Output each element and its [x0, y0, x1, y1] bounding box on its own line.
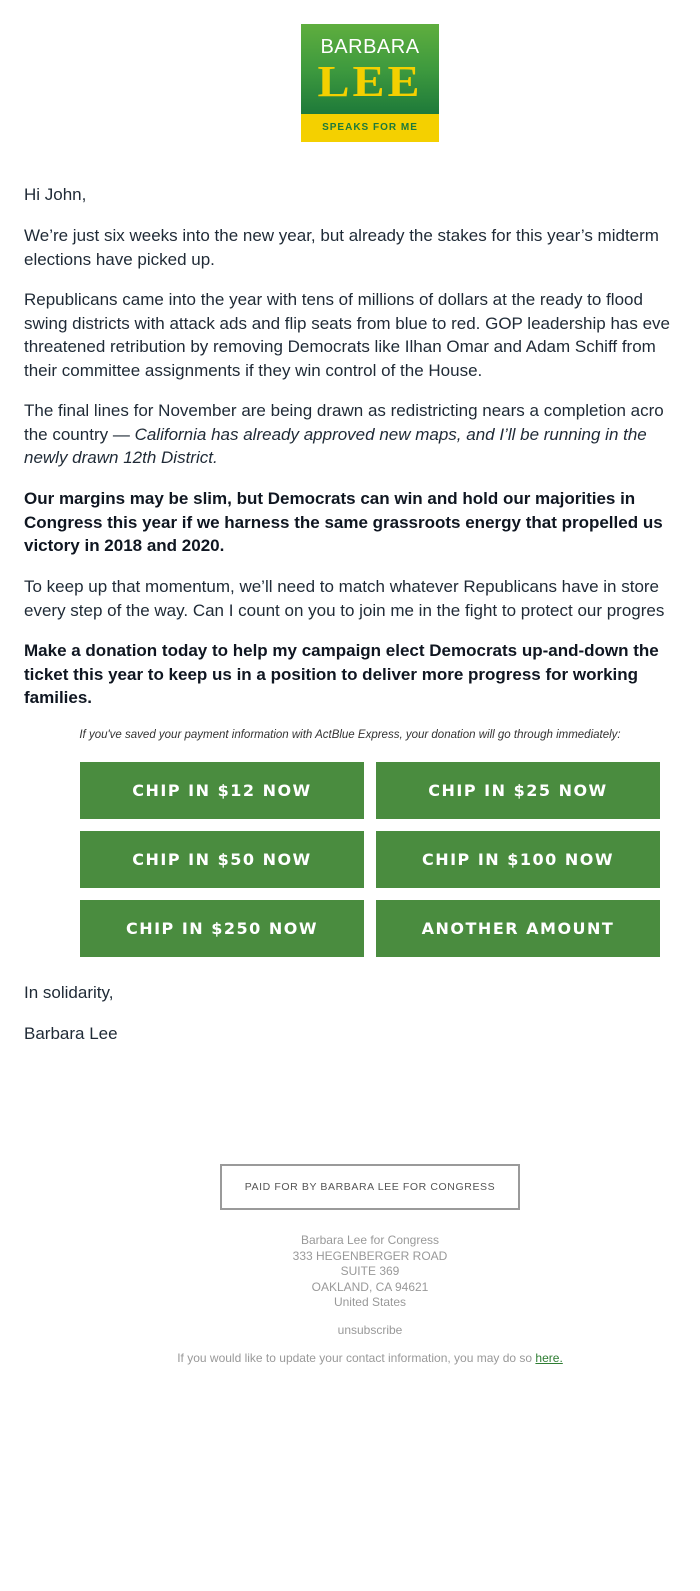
paragraph-3-line-3: newly drawn 12th District. [24, 448, 218, 467]
paragraph-5-line-1: To keep up that momentum, we’ll need to match whatever Republicans have in store [24, 577, 660, 596]
logo-first-name: BARBARA [320, 36, 420, 58]
paragraph-6-line-3: families. [24, 688, 93, 707]
address-org: Barbara Lee for Congress [300, 1233, 440, 1247]
chip-in-50-button[interactable]: CHIP IN $50 NOW [80, 831, 364, 888]
campaign-logo [301, 24, 439, 142]
address-city: OAKLAND, CA 94621 [311, 1279, 429, 1294]
paragraph-4-line-3: victory in 2018 and 2020. [24, 536, 225, 555]
paragraph-2-line-1: Republicans came into the year with tens of millions of dollars at the ready to flood [24, 290, 643, 309]
paragraph-3-line-1: The final lines for November are being drawn as redistricting nears a completion acro [24, 401, 664, 420]
paragraph-3-plain: the country — [24, 424, 135, 444]
address-suite: SUITE 369 [340, 1264, 400, 1279]
logo-name-block [301, 24, 439, 114]
unsubscribe-link[interactable]: unsubscribe [337, 1323, 403, 1337]
update-contact-link[interactable]: here. [535, 1351, 563, 1365]
chip-in-12-button[interactable]: CHIP IN $12 NOW [80, 762, 364, 819]
update-contact-info [0, 1351, 700, 1365]
paragraph-4-line-1: Our margins may be slim, but Democrats can win and hold our majorities in [24, 489, 636, 508]
update-contact-text: If you would like to update your contact information, you may do so [177, 1351, 536, 1365]
paragraph-3-line-2 [24, 423, 647, 447]
chip-in-250-button[interactable]: CHIP IN $250 NOW [80, 900, 364, 957]
paragraph-6-line-2: ticket this year to keep us in a position to deliver more progress for working [24, 664, 639, 684]
signature: Barbara Lee [24, 1024, 118, 1043]
closing: In solidarity, [24, 983, 114, 1002]
address-street: 333 HEGENBERGER ROAD [292, 1248, 448, 1263]
paragraph-5-line-2: every step of the way. Can I count on you to join me in the fight to protect our progres [24, 600, 665, 620]
logo-last-name: LEE [317, 57, 423, 106]
paid-for-disclaimer: PAID FOR BY BARBARA LEE FOR CONGRESS [220, 1164, 520, 1210]
chip-in-100-button[interactable]: CHIP IN $100 NOW [376, 831, 660, 888]
paragraph-6-line-1: Make a donation today to help my campaign elect Democrats up-and-down the [24, 641, 659, 660]
paragraph-3-italic: California has already approved new maps, and I’ll be running in the [134, 424, 647, 444]
address-country: United States [333, 1295, 407, 1310]
another-amount-button[interactable]: ANOTHER AMOUNT [376, 900, 660, 957]
chip-in-25-button[interactable]: CHIP IN $25 NOW [376, 762, 660, 819]
greeting: Hi John, [24, 185, 87, 204]
mailing-address [0, 1233, 700, 1311]
logo-tagline: SPEAKS FOR ME [301, 114, 439, 142]
paragraph-2-line-2: swing districts with attack ads and flip seats from blue to red. GOP leadership has eve [24, 313, 670, 333]
actblue-express-note: If you've saved your payment information with ActBlue Express, your donation will go through immediately: [79, 729, 621, 741]
paragraph-4-line-2: Congress this year if we harness the same grassroots energy that propelled us [24, 512, 663, 532]
paragraph-1-line-1: We’re just six weeks into the new year, but already the stakes for this year’s midterm [24, 226, 659, 245]
paragraph-2-line-3: threatened retribution by removing Democrats like Ilhan Omar and Adam Schiff from [24, 337, 656, 356]
paragraph-2-line-4: their committee assignments if they win control of the House. [24, 360, 483, 380]
paragraph-1-line-2: elections have picked up. [24, 249, 215, 269]
